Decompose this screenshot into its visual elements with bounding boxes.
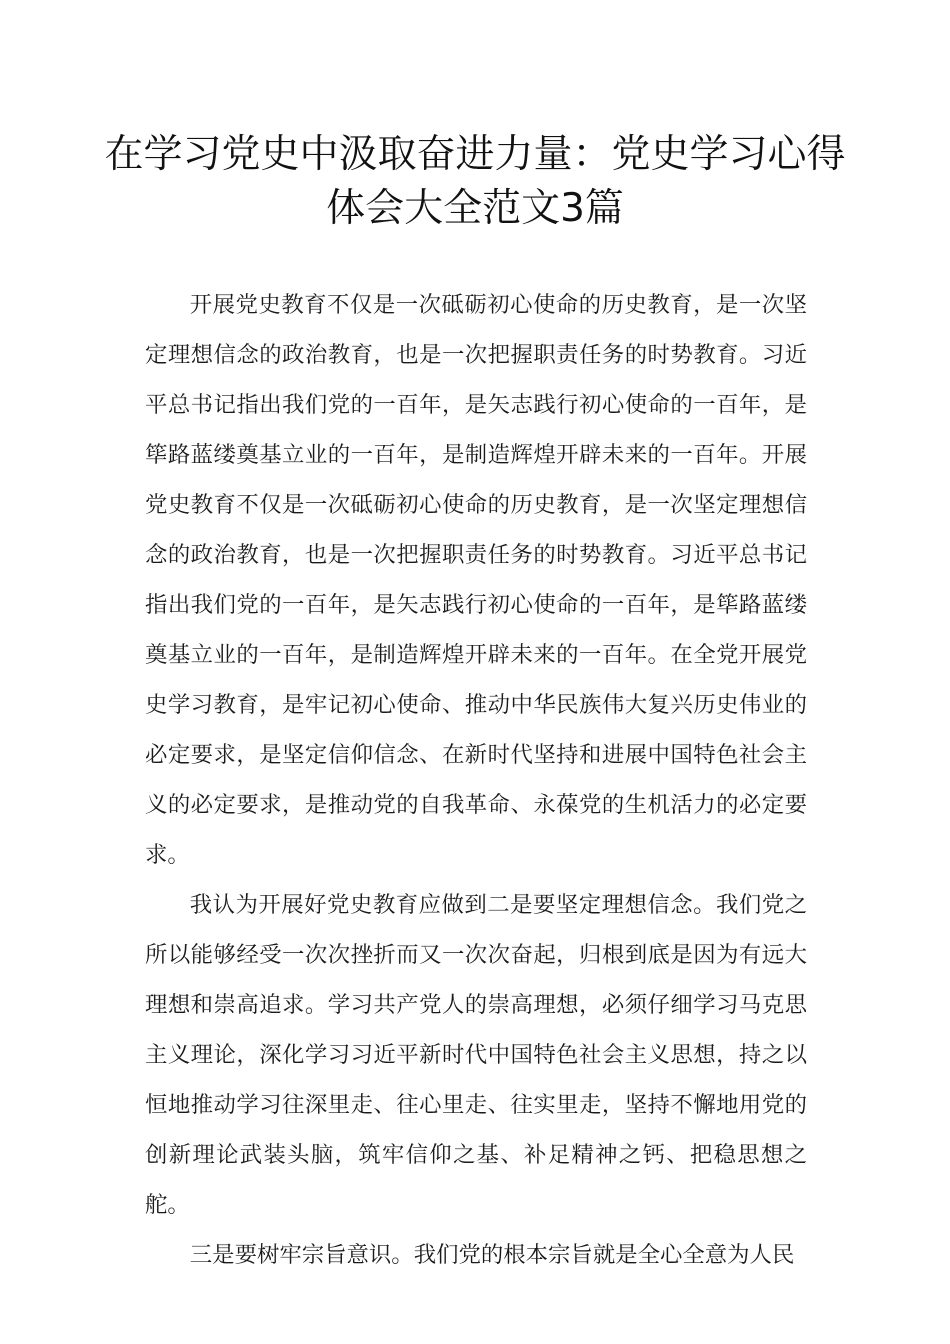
paragraph-1: 开展党史教育不仅是一次砥砺初心使命的历史教育，是一次坚定理想信念的政治教育，也是一次把握职责任务的时势教育。习近平总书记指出我们党的一百年，是矢志践行初心使命的一百年，是筚路蓝缕奠基立业的一百年，是制造辉煌开辟未来的一百年。开展党史教育不仅是一次砥砺初心使命的历史教育，是一次坚定理想信念的政治教育，也是一次把握职责任务的时势教育。习近平总书记指出我们党的一百年，是矢志践行初心使命的一百年，是筚路蓝缕奠基立业的一百年，是制造辉煌开辟未来的一百年。在全党开展党史学习教育，是牢记初心使命、推动中华民族伟大复兴历史伟业的必定要求，是坚定信仰信念、在新时代坚持和进展中国特色社会主义的必定要求，是推动党的自我革命、永葆党的生机活力的必定要求。 <box>145 292 807 868</box>
paragraph-2: 我认为开展好党史教育应做到二是要坚定理想信念。我们党之所以能够经受一次次挫折而又一次次奋起，归根到底是因为有远大理想和崇高追求。学习共产党人的崇高理想，必须仔细学习马克思主义理论，深化学习习近平新时代中国特色社会主义思想，持之以恒地推动学习往深里走、往心里走、往实里走，坚持不懈地用党的创新理论武装头脑，筑牢信仰之基、补足精神之钙、把稳思想之舵。 <box>145 892 807 1218</box>
document-body <box>145 280 807 1280</box>
document-title: 在学习党史中汲取奋进力量：党史学习心得体会大全范文3篇 <box>104 132 846 231</box>
paragraph-3: 三是要树牢宗旨意识。我们党的根本宗旨就是全心全意为人民 <box>189 1242 795 1268</box>
